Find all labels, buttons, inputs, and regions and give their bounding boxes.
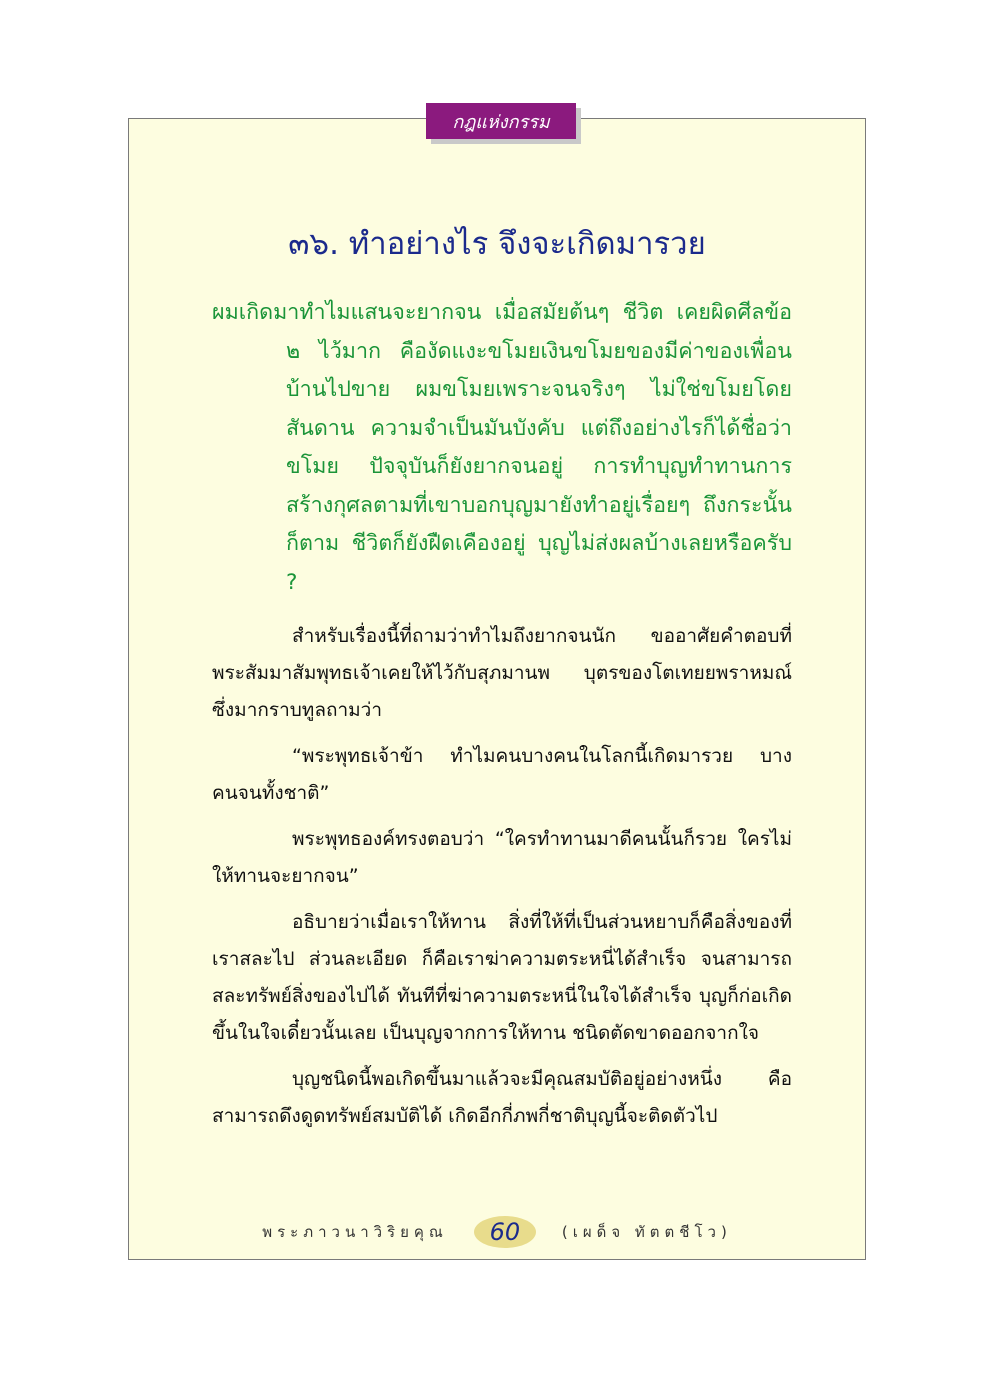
page-footer: [128, 1212, 866, 1252]
footer-book-title: พระภาวนาวิริยคุณ: [262, 1223, 448, 1241]
paragraph: อธิบายว่าเมื่อเราให้ทาน สิ่งที่ให้ที่เป็นส่วนหยาบก็คือสิ่งของที่เราสละไป ส่วนละเอียด ก็คือเราฆ่าความตระหนี่ได้สำเร็จ จนสามารถสละทรัพย์สิ่งของไปได้ ทันทีที่ฆ่าความตระหนี่ในใจได้สำเร็จ บุญก็ก่อเกิดขึ้นในใจเดี๋ยวนั้นเลย เป็นบุญจากการให้ทาน ชนิดตัดขาดออกจากใจ: [212, 911, 792, 1044]
paragraph: พระพุทธองค์ทรงตอบว่า “ใครทำทานมาดีคนนั้นก็รวย ใครไม่ให้ทานจะยากจน”: [212, 828, 792, 887]
chapter-title: ๓๖. ทำอย่างไร จึงจะเกิดมารวย: [288, 226, 706, 262]
answer-body: [212, 618, 792, 1144]
question-text: ผมเกิดมาทำไมแสนจะยากจน เมื่อสมัยต้นๆ ชีวิต เคยผิดศีลข้อ ๒ ไว้มาก คืองัดแงะขโมยเงินขโมยของมีค่าของเพื่อนบ้านไปขาย ผมขโมยเพราะจนจริงๆ ไม่ใช่ขโมยโดยสันดาน ความจำเป็นมันบังคับ แต่ถึงอย่างไรก็ได้ชื่อว่าขโมย ปัจจุบันก็ยังยากจนอยู่ การทำบุญทำทานการสร้างกุศลตามที่เขาบอกบุญมายังทำอยู่เรื่อยๆ ถึงกระนั้นก็ตาม ชีวิตก็ยังฝืดเคืองอยู่ บุญไม่ส่งผลบ้างเลยหรือครับ ?: [212, 300, 792, 595]
paragraph: บุญชนิดนี้พอเกิดขึ้นมาแล้วจะมีคุณสมบัติอยู่อย่างหนึ่ง คือสามารถดึงดูดทรัพย์สมบัติได้ เกิดอีกกี่ภพกี่ชาติบุญนี้จะติดตัวไป: [212, 1068, 792, 1127]
section-label-tab: กฎแห่งกรรม: [426, 103, 576, 139]
page-number: 60: [474, 1216, 536, 1248]
paragraph: สำหรับเรื่องนี้ที่ถามว่าทำไมถึงยากจนนัก ขออาศัยคำตอบที่พระสัมมาสัมพุทธเจ้าเคยให้ไว้กับสุภมานพ บุตรของโตเทยยพราหมณ์ ซึ่งมากราบทูลถามว่า: [212, 625, 792, 721]
paragraph: “พระพุทธเจ้าข้า ทำไมคนบางคนในโลกนี้เกิดมารวย บางคนจนทั้งชาติ”: [212, 745, 792, 804]
footer-author: (เผด็จ ทัตตชีโว): [561, 1223, 732, 1241]
